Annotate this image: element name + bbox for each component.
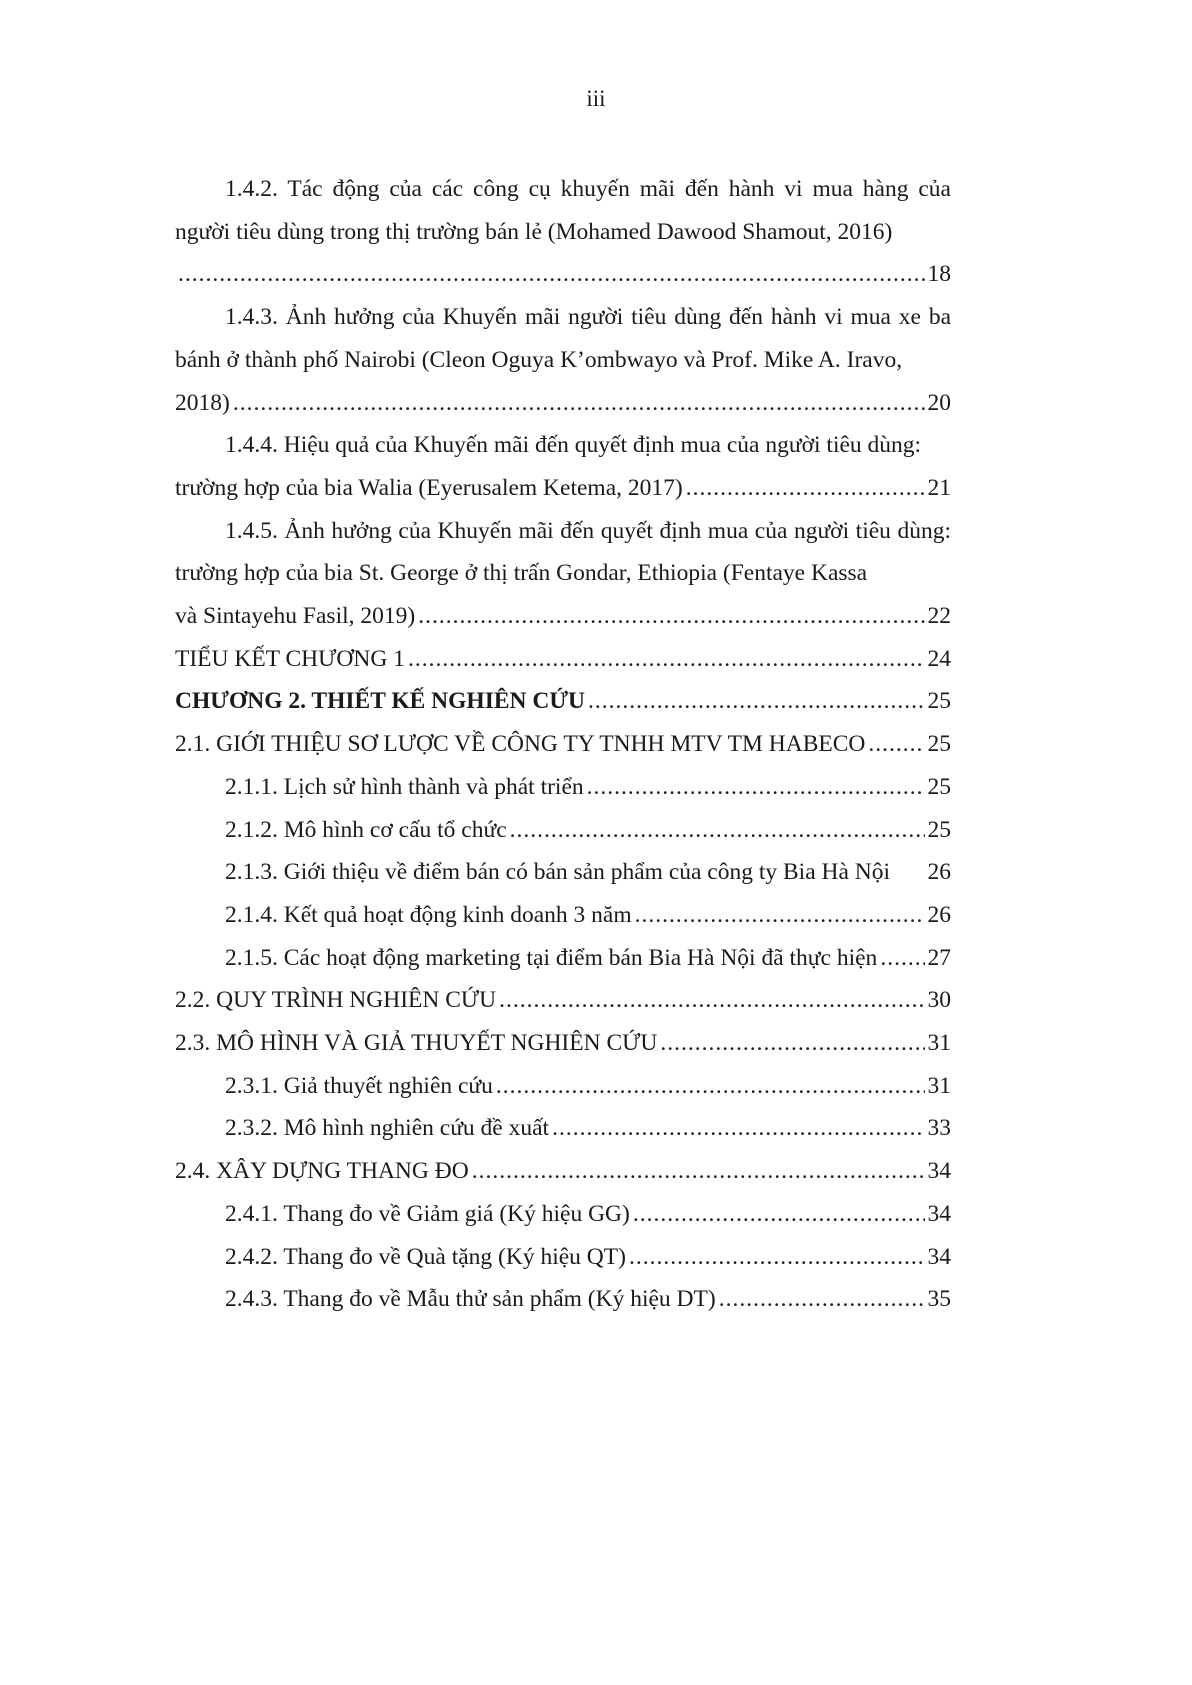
toc-page-number: 25	[927, 773, 951, 800]
toc-entry-text-end: và Sintayehu Fasil, 2019)	[175, 603, 416, 630]
dot-leader	[588, 680, 925, 723]
toc-entry-2-1[interactable]	[175, 723, 951, 766]
dot-leader	[472, 1150, 925, 1193]
toc-entry-title: 2.1.5. Các hoạt động marketing tại điểm bán Bia Hà Nội đã thực hiện	[225, 944, 878, 971]
toc-entry-2-3-2[interactable]	[175, 1107, 951, 1150]
toc-entry-2-1-4[interactable]	[175, 894, 951, 937]
toc-entry-1-4-3[interactable]	[175, 296, 951, 424]
toc-page-number: 30	[927, 987, 951, 1014]
dot-leader	[418, 595, 924, 638]
toc-entry-1-4-5[interactable]	[175, 510, 951, 638]
toc-page-number: 25	[927, 816, 951, 843]
dot-leader	[178, 253, 925, 296]
dot-leader	[719, 1278, 925, 1321]
toc-page-number: 27	[927, 944, 951, 971]
dot-leader	[635, 894, 925, 937]
toc-entry-2-4-1[interactable]	[175, 1193, 951, 1236]
toc-entry-text: 1.4.3. Ảnh hưởng của Khuyến mãi người tiêu dùng đến hành vi mua xe ba bánh ở thành phố Nairobi (Cleon Oguya K’ombwayo và Prof. Mike A. Iravo,	[175, 304, 951, 373]
table-of-contents	[175, 168, 951, 1321]
toc-entry-title: 2.3. MÔ HÌNH VÀ GIẢ THUYẾT NGHIÊN CỨU	[175, 1030, 658, 1057]
toc-entry-chuong-2[interactable]	[175, 680, 951, 723]
toc-page-number: 25	[927, 688, 951, 715]
toc-page-number: 34	[927, 1200, 951, 1227]
toc-entry-title: 2.2. QUY TRÌNH NGHIÊN CỨU	[175, 987, 497, 1014]
toc-entry-title: TIỂU KẾT CHƯƠNG 1	[175, 645, 405, 672]
toc-entry-1-4-2[interactable]	[175, 168, 951, 296]
dot-leader	[233, 382, 925, 425]
dot-leader	[510, 809, 925, 852]
toc-entry-title: 2.3.2. Mô hình nghiên cứu đề xuất	[225, 1115, 550, 1142]
toc-page-number: 31	[927, 1030, 951, 1057]
dot-leader	[633, 1193, 925, 1236]
toc-entry-title: 2.4.1. Thang đo về Giảm giá (Ký hiệu GG)	[225, 1200, 630, 1227]
toc-entry-title: CHƯƠNG 2. THIẾT KẾ NGHIÊN CỨU	[175, 688, 585, 715]
toc-page-number: 22	[927, 603, 951, 630]
dot-leader	[868, 723, 924, 766]
toc-entry-2-1-2[interactable]	[175, 809, 951, 852]
toc-entry-text-end: 2018)	[175, 389, 230, 416]
toc-entry-2-1-5[interactable]	[175, 937, 951, 980]
toc-page-number: 31	[927, 1072, 951, 1099]
toc-entry-title: 2.1.3. Giới thiệu về điểm bán có bán sản phẩm của công ty Bia Hà Nội	[225, 859, 891, 886]
toc-entry-title: 2.1. GIỚI THIỆU SƠ LƯỢC VỀ CÔNG TY TNHH MTV TM HABECO	[175, 731, 866, 758]
toc-page-number: 25	[927, 731, 951, 758]
toc-entry-text: 1.4.4. Hiệu quả của Khuyến mãi đến quyết định mua của người tiêu dùng:	[225, 432, 922, 459]
toc-entry-title: 2.4.3. Thang đo về Mẫu thử sản phẩm (Ký hiệu DT)	[225, 1286, 716, 1313]
toc-entry-2-3[interactable]	[175, 1022, 951, 1065]
toc-entry-text: 1.4.5. Ảnh hưởng của Khuyến mãi đến quyết định mua của người tiêu dùng: trường hợp của bia St. George ở thị trấn Gondar, Ethiopia (Fentaye Kassa	[175, 517, 951, 587]
toc-entry-2-1-1[interactable]	[175, 766, 951, 809]
toc-page-number: 34	[927, 1243, 951, 1270]
toc-entry-title: 2.4. XÂY DỰNG THANG ĐO	[175, 1158, 469, 1185]
dot-leader	[499, 979, 924, 1022]
toc-entry-2-1-3[interactable]	[175, 851, 951, 894]
toc-entry-title: 2.3.1. Giả thuyết nghiên cứu	[225, 1072, 493, 1099]
toc-page-number: 18	[927, 261, 951, 288]
toc-entry-tieu-ket-chuong-1[interactable]	[175, 638, 951, 681]
page-number: iii	[586, 86, 606, 111]
dot-leader	[587, 766, 925, 809]
toc-page-number: 33	[927, 1115, 951, 1142]
dot-leader	[880, 937, 924, 980]
dot-leader	[408, 638, 925, 681]
toc-page-number: 21	[927, 474, 951, 501]
toc-entry-1-4-4[interactable]	[175, 424, 951, 509]
dot-leader	[496, 1065, 925, 1108]
toc-entry-2-3-1[interactable]	[175, 1065, 951, 1108]
dot-leader	[686, 467, 925, 510]
dot-leader	[552, 1107, 924, 1150]
toc-entry-2-4-3[interactable]	[175, 1278, 951, 1321]
toc-page-number: 34	[927, 1158, 951, 1185]
toc-entry-2-2[interactable]	[175, 979, 951, 1022]
toc-entry-title: 2.4.2. Thang đo về Quà tặng (Ký hiệu QT)	[225, 1243, 626, 1270]
toc-page-number: 26	[927, 901, 951, 928]
dot-leader	[629, 1236, 925, 1279]
toc-page-number: 20	[927, 389, 951, 416]
toc-page-number: 26	[927, 859, 951, 886]
toc-entry-title: 2.1.1. Lịch sử hình thành và phát triển	[225, 773, 584, 800]
dot-leader	[660, 1022, 924, 1065]
toc-entry-text-end: trường hợp của bia Walia (Eyerusalem Ketema, 2017)	[175, 474, 683, 501]
toc-entry-2-4[interactable]	[175, 1150, 951, 1193]
toc-page-number: 35	[927, 1286, 951, 1313]
toc-page-number: 24	[927, 645, 951, 672]
toc-entry-title: 2.1.2. Mô hình cơ cấu tổ chức	[225, 816, 507, 843]
toc-entry-text: 1.4.2. Tác động của các công cụ khuyến mãi đến hành vi mua hàng của người tiêu dùng trong thị trường bán lẻ (Mohamed Dawood Shamout, 2016)	[175, 176, 951, 245]
toc-entry-title: 2.1.4. Kết quả hoạt động kinh doanh 3 năm	[225, 901, 632, 928]
toc-entry-2-4-2[interactable]	[175, 1236, 951, 1279]
